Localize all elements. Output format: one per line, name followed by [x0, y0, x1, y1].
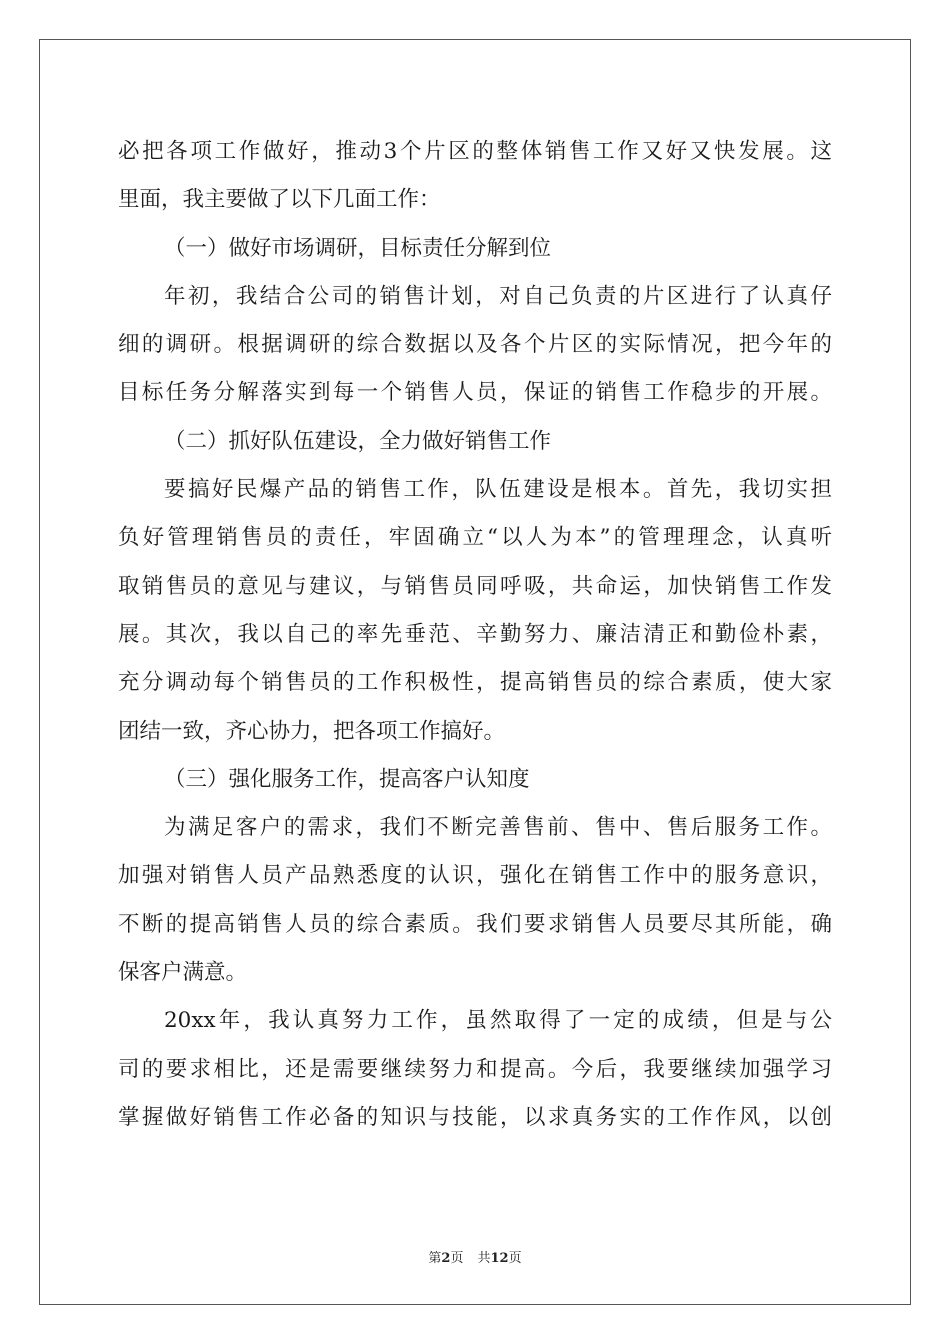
text-line: 充分调动每个销售员的工作积极性，提高销售员的综合素质，使大家	[118, 670, 832, 696]
text-line: 团结一致，齐心协力，把各项工作搞好。	[118, 718, 506, 744]
text-line: 负好管理销售员的责任，牢固确立“以人为本”的管理理念，认真听	[118, 525, 832, 551]
text-line: 保客户满意。	[118, 960, 248, 986]
section-heading-2: （二）抓好队伍建设，全力做好销售工作	[164, 428, 552, 454]
page-label-prefix: 第	[428, 1251, 442, 1266]
total-pages: 12	[490, 1251, 509, 1266]
text-line: 掌握做好销售工作必备的知识与技能，以求真务实的工作作风，以创	[118, 1104, 832, 1130]
paragraph-start: 为满足客户的需求，我们不断完善售前、售中、售后服务工作。	[164, 815, 832, 841]
section-heading-1: （一）做好市场调研，目标责任分解到位	[164, 235, 552, 261]
total-label-prefix: 共	[477, 1251, 491, 1266]
document-body	[118, 128, 832, 1142]
page-label-suffix: 页	[450, 1251, 464, 1266]
text-line: 必把各项工作做好，推动3个片区的整体销售工作又好又快发展。这	[118, 139, 832, 164]
page-number: 2	[441, 1251, 451, 1266]
text-line: 细的调研。根据调研的综合数据以及各个片区的实际情况，把今年的	[118, 332, 832, 358]
text-line: 目标任务分解落实到每一个销售人员，保证的销售工作稳步的开展。	[118, 380, 832, 406]
paragraph-start: 要搞好民爆产品的销售工作，队伍建设是根本。首先，我切实担	[164, 477, 832, 503]
text-line: 不断的提高销售人员的综合素质。我们要求销售人员要尽其所能，确	[118, 911, 832, 937]
text-line: 里面，我主要做了以下几面工作：	[118, 187, 441, 213]
text-line: 司的要求相比，还是需要继续努力和提高。今后，我要继续加强学习	[118, 1056, 832, 1082]
paragraph-start: 年初，我结合公司的销售计划，对自己负责的片区进行了认真仔	[164, 283, 832, 309]
text-line: 取销售员的意见与建议，与销售员同呼吸，共命运，加快销售工作发	[118, 573, 832, 599]
total-label-suffix: 页	[508, 1251, 522, 1266]
text-line: 展。其次，我以自己的率先垂范、辛勤努力、廉洁清正和勤俭朴素，	[118, 621, 832, 647]
paragraph-start: 20xx年，我认真努力工作，虽然取得了一定的成绩，但是与公	[164, 1008, 832, 1034]
section-heading-3: （三）强化服务工作，提高客户认知度	[164, 766, 530, 792]
text-line: 加强对销售人员产品熟悉度的认识，强化在销售工作中的服务意识，	[118, 863, 832, 889]
page-footer	[0, 1247, 950, 1266]
